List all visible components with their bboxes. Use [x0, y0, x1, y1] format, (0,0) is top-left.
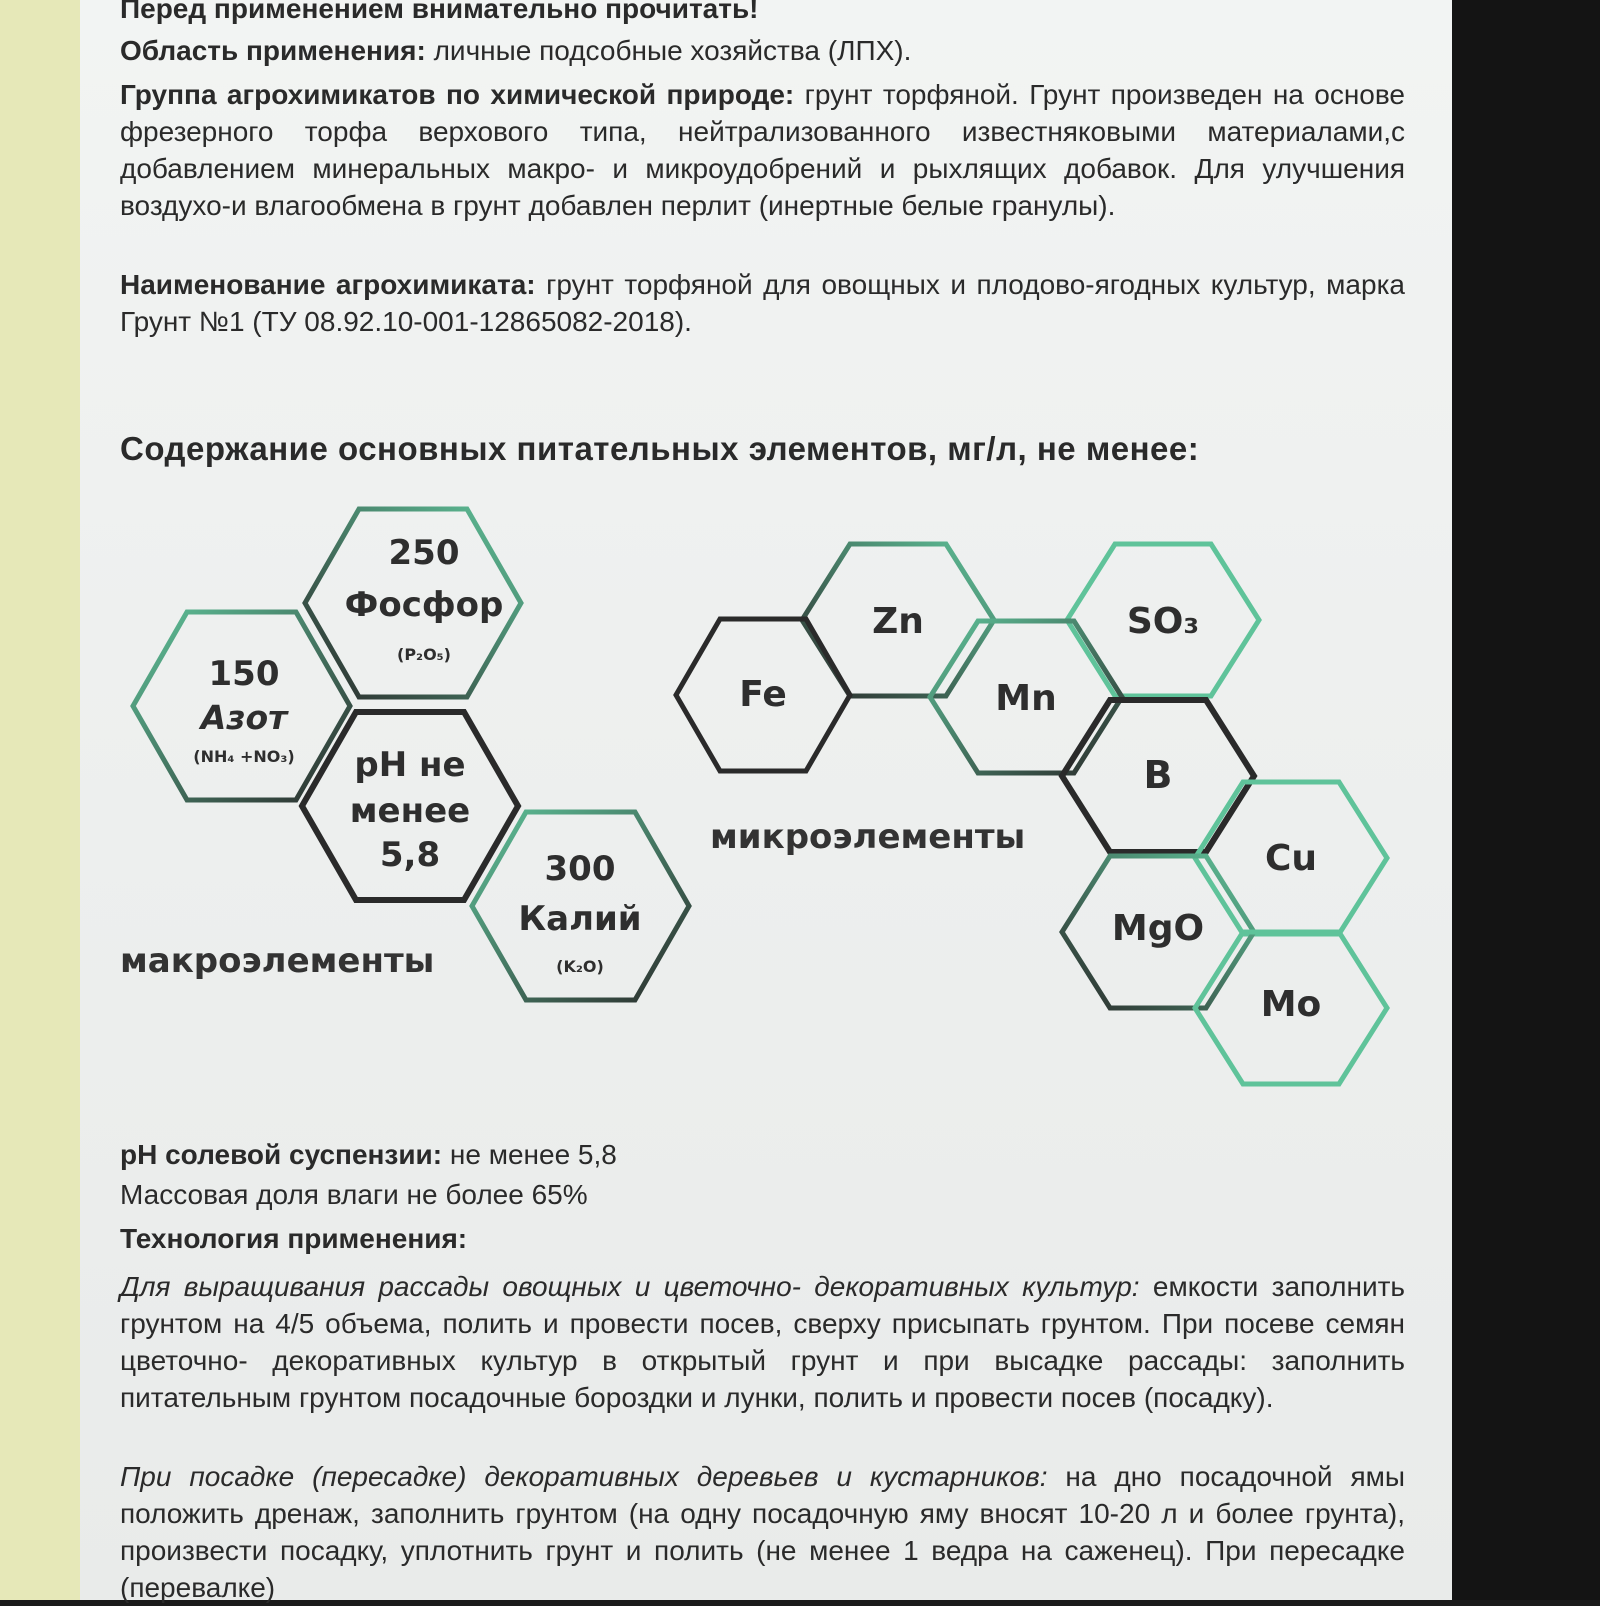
potassium-name: Калий [518, 899, 642, 939]
hex-fe [676, 619, 850, 771]
hex-b [1062, 700, 1254, 852]
usage-2-italic: При посадке (пересадке) декоративных деревьев и кустарников: [120, 1461, 1048, 1492]
micro-label: микроэлементы [710, 817, 1026, 857]
phosphorus-value: 250 [388, 533, 460, 573]
usage-paragraph-2 [120, 1458, 1405, 1606]
nutrients-heading: Содержание основных питательных элементов, мг/л, не менее: [120, 430, 1200, 467]
ph-line3: 5,8 [379, 835, 441, 875]
group-label: Группа агрохимикатов по химической природе: [120, 79, 795, 110]
hex-zn [802, 544, 994, 696]
bag-black-edge [1442, 0, 1600, 1600]
group-text: грунт торфяной. Грунт произведен на основе фрезерного торфа верхового типа, нейтрализованного известняковыми материалами,с добавлением минеральных макро- и микроудобрений и рыхлящих добавок. Для улучшения воздухо-и влагообмена в грунт добавлен перлит (инертные белые гранулы). [120, 79, 1405, 221]
phosphorus-formula: (P₂O₅) [397, 645, 451, 664]
macro-label: макроэлементы [120, 941, 435, 981]
usage-paragraph-1 [120, 1268, 1405, 1416]
product-label [80, 0, 1452, 1603]
ph-line2: менее [349, 791, 471, 831]
hex-so3 [1067, 544, 1259, 696]
hex-cu [1195, 782, 1387, 934]
name-text: грунт торфяной для овощных и плодово-ягодных культур, марка Грунт №1 (ТУ 08.92.10-001-12865082-2018). [120, 269, 1406, 337]
scope-text: личные подсобные хозяйства (ЛПХ). [433, 35, 912, 66]
nitrogen-formula: (NH₄ +NO₃) [193, 747, 295, 766]
ph-spec-label: pH солевой суспензии: [120, 1139, 443, 1170]
mgo-label: MgO [1111, 908, 1205, 949]
hex-mn [930, 621, 1122, 773]
hex-ph [302, 712, 518, 900]
usage-1-italic: Для выращивания рассады овощных и цветочно- декоративных культур: [120, 1271, 1140, 1302]
background-left [0, 0, 92, 1600]
usage-1-text: емкости заполнить грунтом на 4/5 объема, полить и провести посев, сверху присыпать грунтом. При посеве семян цветочно- декоративных культур в открытый грунт и при высадке рассады: заполнить питательным грунтом посадочные бороздки и лунки, полить и провести посев (посадку). [120, 1271, 1405, 1413]
nutrient-hex-diagram [80, 0, 1452, 1100]
b-label: B [1143, 753, 1173, 797]
zn-label: Zn [872, 601, 924, 642]
tech-label: Технология применения: [120, 1223, 468, 1254]
scope-label: Область применения: [120, 35, 426, 66]
ph-line1: pH не [354, 745, 466, 785]
nitrogen-value: 150 [208, 654, 280, 694]
ph-spec-text: не менее 5,8 [449, 1139, 617, 1170]
mo-label: Mo [1260, 984, 1322, 1025]
name-label: Наименование агрохимиката: [120, 269, 536, 300]
cu-label: Cu [1264, 838, 1318, 879]
moisture-spec: Массовая доля влаги не более 65% [120, 1179, 588, 1210]
potassium-formula: (K₂O) [556, 957, 604, 976]
ph-spec [120, 1136, 1405, 1173]
warning-text: Перед применением внимательно прочитать! [120, 0, 759, 24]
fe-label: Fe [739, 674, 787, 715]
hex-phosphorus [305, 509, 521, 697]
hex-mo [1195, 932, 1387, 1084]
nitrogen-name: Азот [200, 698, 288, 737]
mn-label: Mn [995, 678, 1057, 719]
phosphorus-name: Фосфор [344, 585, 504, 625]
usage-2-text: на дно посадочной ямы положить дренаж, заполнить грунтом (на одну посадочную яму вносят 10-20 л и более грунта), произвести посадку, уплотнить грунт и полить (не менее 1 ведра на саженец). При пересадке (перевалке) [120, 1461, 1405, 1603]
potassium-value: 300 [544, 849, 616, 889]
hex-potassium [472, 812, 689, 1000]
so3-label: SO₃ [1126, 601, 1200, 642]
hex-nitrogen [133, 612, 350, 800]
hex-mgo [1062, 856, 1254, 1008]
